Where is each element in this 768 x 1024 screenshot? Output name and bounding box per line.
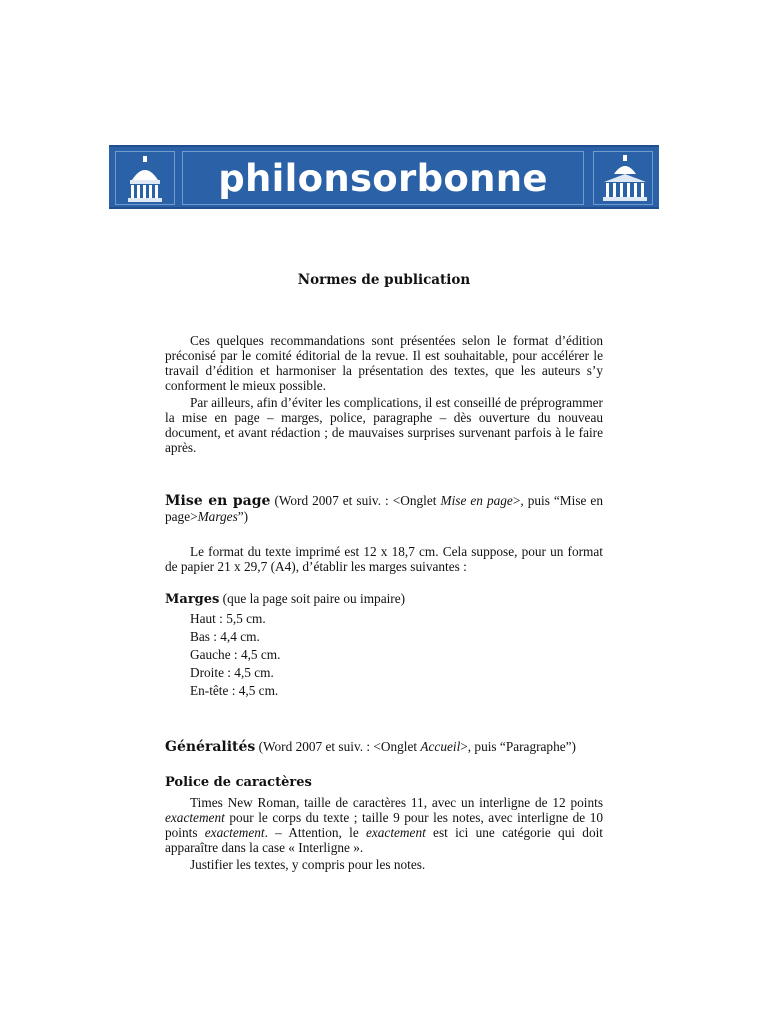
section-note-emphasis: Marges <box>197 509 238 524</box>
police-heading: Police de caractères <box>165 775 312 790</box>
section-note-emphasis: Mise en page <box>440 493 513 508</box>
text: Times New Roman, taille de caractères 11, avec un interligne de 12 points <box>190 795 603 810</box>
banner-title-panel <box>182 151 584 205</box>
list-item: En-tête : 4,5 cm. <box>190 683 279 698</box>
section-note: (Word 2007 et suiv. : <Onglet <box>255 739 421 754</box>
section-note-emphasis: Accueil <box>420 739 461 754</box>
pantheon-dome-icon <box>122 154 168 204</box>
banner-right-panel <box>593 151 653 205</box>
marges-label <box>165 591 405 607</box>
text: est ici une catégorie qui doit apparaître dans la case « Interligne ». <box>165 825 603 855</box>
margin-list <box>190 610 280 700</box>
page-title: Normes de publication <box>297 272 471 288</box>
list-item: Bas : 4,4 cm. <box>190 629 260 644</box>
section-heading: Mise en page <box>165 493 271 509</box>
list-item: Gauche : 4,5 cm. <box>190 647 281 662</box>
list-item: Haut : 5,5 cm. <box>190 611 266 626</box>
emphasis: exactement <box>204 825 265 840</box>
intro-paragraph-1: Ces quelques recommandations sont présentées selon le format d’édition préconisé par le comité éditorial de la revue. Il est souhaitable, pour accélérer le travail d’édition et harmoniser la présentation des textes, que les auteurs s’y conforment le mieux possible. <box>165 333 603 393</box>
marges-note: (que la page soit paire ou impaire) <box>219 591 406 606</box>
section-note: ”) <box>237 509 249 524</box>
section-heading: Généralités <box>165 739 256 755</box>
section-note: >, puis “Mise en page> <box>165 493 603 524</box>
list-item: Droite : 4,5 cm. <box>190 665 274 680</box>
text: . – Attention, le <box>264 825 366 840</box>
text: pour le corps du texte ; taille 9 pour les notes, avec interligne de 10 points <box>165 810 603 840</box>
marges-heading: Marges <box>165 592 220 607</box>
police-paragraph-2: Justifier les textes, y compris pour les notes. <box>190 857 426 872</box>
pantheon-facade-icon <box>600 154 650 204</box>
intro-paragraph-2: Par ailleurs, afin d’éviter les complications, il est conseillé de préprogrammer la mise en page – marges, police, paragraphe – dès ouverture du nouveau document, et avant rédaction ; de mauvaises surprises survenant parfois à le faire après. <box>165 395 603 455</box>
section-note: >, puis “Paragraphe”) <box>460 739 576 754</box>
section-note: (Word 2007 et suiv. : <Onglet <box>270 493 441 508</box>
section-mise-en-page-heading <box>165 493 603 524</box>
emphasis: exactement <box>165 810 225 825</box>
police-paragraph-1 <box>165 795 603 855</box>
banner-left-panel <box>115 151 175 205</box>
section-generalites-heading <box>165 739 603 755</box>
journal-name: philonsorbonne <box>218 157 548 200</box>
journal-banner <box>109 145 659 209</box>
emphasis: exactement <box>365 825 426 840</box>
mise-en-page-body: Le format du texte imprimé est 12 x 18,7 cm. Cela suppose, pour un format de papier 21 x 29,7 (A4), d’établir les marges suivantes : <box>165 544 603 574</box>
